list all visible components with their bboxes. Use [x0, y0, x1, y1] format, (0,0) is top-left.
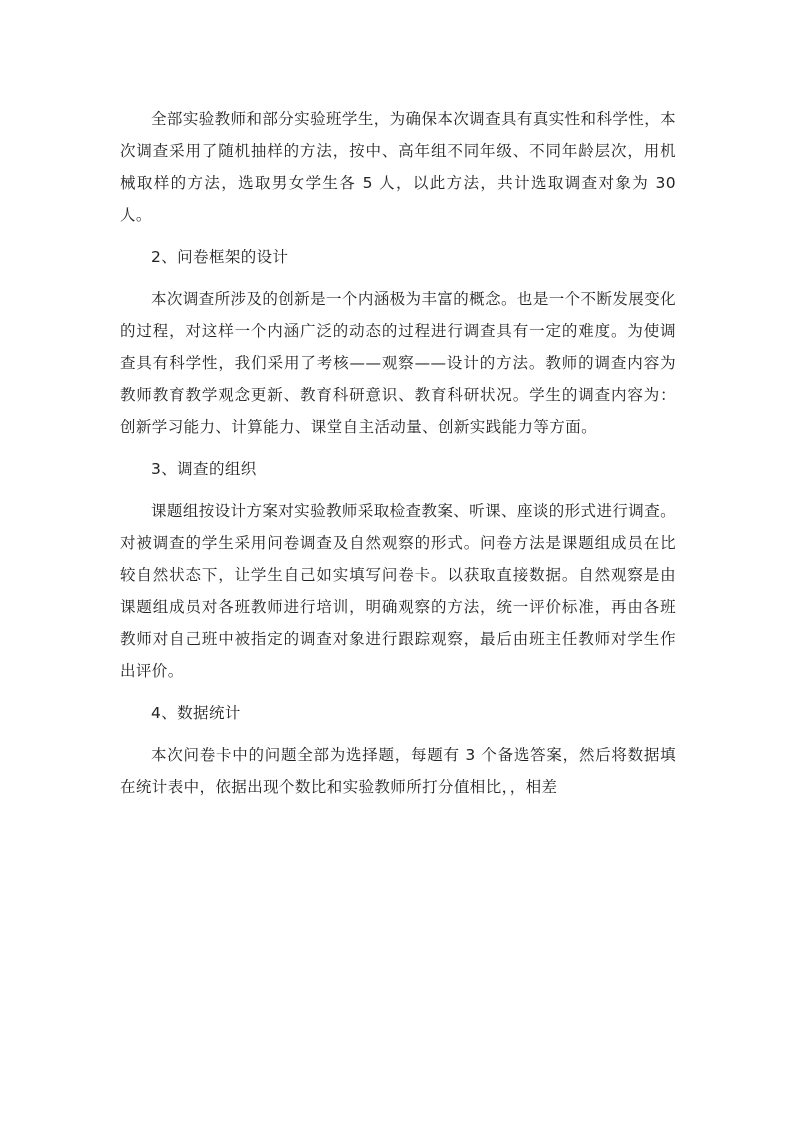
heading-data-statistics: 4、数据统计 — [151, 704, 241, 722]
paragraph-sampling: 全部实验教师和部分实验班学生，为确保本次调查具有真实性和科学性，本次调查采用了随机抽样的方法，按中、高年组不同年级、不同年龄层次，用机械取样的方法，选取男女学生各 5 人，以此方法，共计选取调查对象为 30 人。 — [120, 110, 676, 224]
heading-questionnaire-design: 2、问卷框架的设计 — [151, 248, 289, 266]
document-body — [120, 103, 676, 803]
heading-survey-organization: 3、调查的组织 — [151, 460, 257, 478]
paragraph-survey-organization: 课题组按设计方案对实验教师采取检查教案、听课、座谈的形式进行调查。对被调查的学生采用问卷调查及自然观察的形式。问卷方法是课题组成员在比较自然状态下，让学生自己如实填写问卷卡。以获取直接数据。自然观察是由课题组成员对各班教师进行培训，明确观察的方法，统一评价标准，再由各班教师对自己班中被指定的调查对象进行跟踪观察，最后由班主任教师对学生作出评价。 — [120, 502, 676, 680]
paragraph-data-statistics: 本次问卷卡中的问题全部为选择题，每题有 3 个备选答案，然后将数据填在统计表中，依据出现个数比和实验教师所打分值相比，，相差 — [120, 746, 676, 796]
paragraph-questionnaire-design: 本次调查所涉及的创新是一个内涵极为丰富的概念。也是一个不断发展变化的过程，对这样一个内涵广泛的动态的过程进行调查具有一定的难度。为使调查具有科学性，我们采用了考核——观察——设计的方法。教师的调查内容为教师教育教学观念更新、教育科研意识、教育科研状况。学生的调查内容为：创新学习能力、计算能力、课堂自主活动量、创新实践能力等方面。 — [120, 290, 676, 436]
